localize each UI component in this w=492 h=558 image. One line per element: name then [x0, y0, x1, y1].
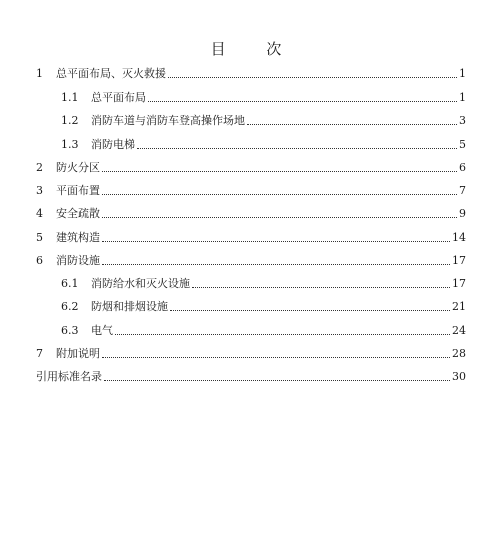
toc-entry[interactable] — [36, 184, 466, 198]
toc-entry-page: 21 — [452, 300, 466, 313]
toc-entry[interactable] — [36, 231, 466, 245]
toc-leader-dots — [247, 123, 457, 125]
toc-entry-label: 防火分区 — [56, 161, 100, 174]
toc-leader-dots — [115, 333, 450, 335]
toc-leader-dots — [170, 309, 450, 311]
toc-entry-label: 安全疏散 — [56, 207, 100, 220]
toc-entry[interactable] — [36, 347, 466, 361]
toc-entry-page: 6 — [459, 161, 466, 174]
toc-entry[interactable] — [36, 254, 466, 268]
toc-entry[interactable] — [61, 324, 466, 338]
toc-entry-number: 1.1 — [61, 91, 79, 104]
toc-leader-dots — [102, 170, 457, 172]
toc-entry[interactable] — [61, 300, 466, 314]
toc-entry-page: 17 — [452, 254, 466, 267]
toc-entry-number: 1 — [36, 67, 43, 80]
toc-entry[interactable] — [36, 67, 466, 81]
toc-leader-dots — [102, 193, 457, 195]
toc-entry[interactable] — [36, 161, 466, 175]
toc-entry-number: 6.1 — [61, 277, 79, 290]
toc-entry-label: 总平面布局 — [91, 91, 146, 104]
toc-entry-page: 28 — [452, 347, 466, 360]
toc-leader-dots — [102, 216, 457, 218]
toc-entry-number: 6 — [36, 254, 43, 267]
toc-leader-dots — [192, 286, 450, 288]
toc-entry-label: 引用标准名录 — [36, 370, 102, 383]
toc-entry-page: 9 — [459, 207, 466, 220]
toc-leader-dots — [148, 100, 457, 102]
toc-title: 目 次 — [210, 40, 300, 58]
toc-entry-number: 5 — [36, 231, 43, 244]
toc-entry-number: 2 — [36, 161, 43, 174]
toc-entry-page: 5 — [459, 138, 466, 151]
toc-entry[interactable] — [61, 277, 466, 291]
toc-entry[interactable] — [61, 91, 466, 105]
toc-entry-page: 7 — [459, 184, 466, 197]
toc-entry-page: 1 — [459, 91, 466, 104]
toc-entry[interactable] — [61, 138, 466, 152]
toc-entry[interactable] — [36, 370, 466, 384]
toc-entry-label: 消防电梯 — [91, 138, 135, 151]
toc-entry-label: 防烟和排烟设施 — [91, 300, 168, 313]
toc-entry-number: 6.2 — [61, 300, 79, 313]
toc-entry-label: 电气 — [91, 324, 113, 337]
toc-entry[interactable] — [61, 114, 466, 128]
toc-entry-page: 24 — [452, 324, 466, 337]
toc-entry-number: 7 — [36, 347, 43, 360]
toc-entry-number: 1.3 — [61, 138, 79, 151]
toc-entry-number: 3 — [36, 184, 43, 197]
toc-entry-label: 附加说明 — [56, 347, 100, 360]
toc-entry[interactable] — [36, 207, 466, 221]
toc-leader-dots — [102, 263, 450, 265]
toc-leader-dots — [102, 240, 450, 242]
toc-entry-page: 17 — [452, 277, 466, 290]
toc-leader-dots — [102, 356, 450, 358]
toc-entry-page: 1 — [459, 67, 466, 80]
toc-entry-label: 消防车道与消防车登高操作场地 — [91, 114, 245, 127]
toc-entry-page: 14 — [452, 231, 466, 244]
toc-entry-label: 建筑构造 — [56, 231, 100, 244]
toc-entry-page: 30 — [452, 370, 466, 383]
toc-leader-dots — [104, 379, 450, 381]
toc-entry-label: 消防设施 — [56, 254, 100, 267]
toc-entry-label: 平面布置 — [56, 184, 100, 197]
toc-entry-label: 总平面布局、灭火救援 — [56, 67, 166, 80]
toc-entry-label: 消防给水和灭火设施 — [91, 277, 190, 290]
toc-leader-dots — [168, 76, 457, 78]
toc-entry-number: 1.2 — [61, 114, 79, 127]
toc-entry-page: 3 — [459, 114, 466, 127]
toc-leader-dots — [137, 147, 457, 149]
toc-entry-number: 6.3 — [61, 324, 79, 337]
toc-entry-number: 4 — [36, 207, 43, 220]
